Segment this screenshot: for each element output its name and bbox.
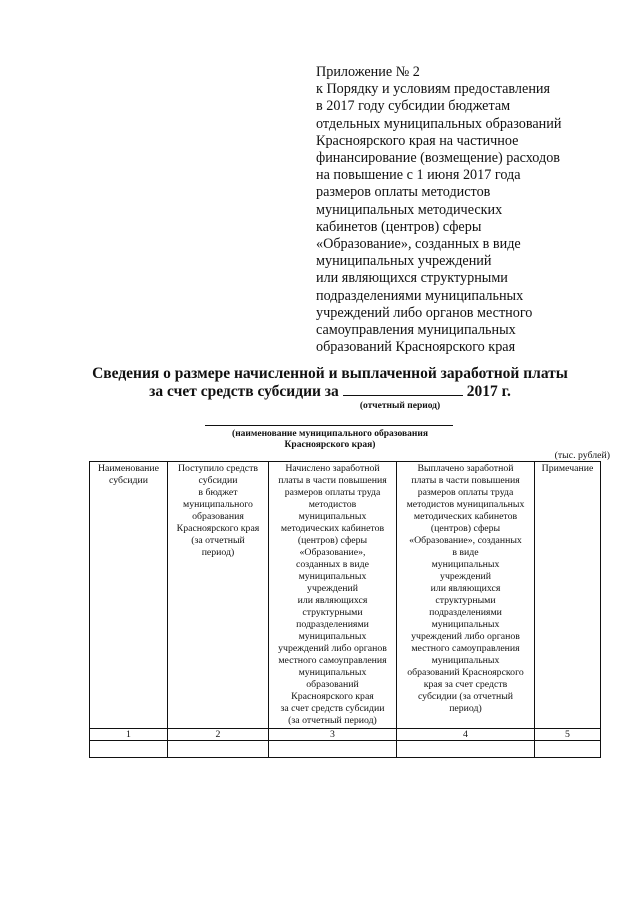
header-text-line: муниципальных xyxy=(298,511,367,522)
appendix-line: или являющихся структурными xyxy=(316,270,508,287)
appendix-line: самоуправления муниципальных xyxy=(316,322,516,339)
header-paid-salary xyxy=(397,462,535,729)
title-line-1: Сведения о размере начисленной и выплаченной заработной платы xyxy=(92,365,568,382)
title-line-2-start: за счет средств субсидии за xyxy=(149,383,339,400)
header-text-line: в бюджет xyxy=(198,487,238,498)
appendix-line: Красноярского края на частичное xyxy=(316,132,519,149)
header-text-line: муниципальных xyxy=(431,559,500,570)
table-row-empty xyxy=(90,741,601,758)
header-text-line: подразделениями xyxy=(429,607,502,618)
table-cell[interactable] xyxy=(90,741,168,758)
header-text-line: платы в части повышения xyxy=(278,475,387,486)
header-text-line: края за счет средств xyxy=(423,679,508,690)
appendix-line: Приложение № 2 xyxy=(316,64,420,80)
header-received-funds xyxy=(168,462,269,729)
header-text-line: (за отчетный xyxy=(191,535,245,546)
header-text-line: структурными xyxy=(302,607,363,618)
table-row-column-numbers xyxy=(90,729,601,741)
appendix-block xyxy=(316,64,616,356)
header-text-line: в виде xyxy=(452,547,479,558)
header-text-line: субсидии (за отчетный xyxy=(417,691,514,702)
header-text-line: субсидии xyxy=(198,475,238,486)
municipality-caption-line-2: Красноярского края) xyxy=(284,440,376,450)
header-text-line: образования xyxy=(192,511,244,522)
appendix-line: отдельных муниципальных образований xyxy=(316,115,562,132)
title-line-2 xyxy=(40,383,620,401)
appendix-line: муниципальных учреждений xyxy=(316,253,492,270)
municipality-name-blank-line xyxy=(205,425,453,426)
header-text-line: субсидии xyxy=(108,475,149,486)
appendix-line: муниципальных методических xyxy=(316,201,503,218)
table-cell[interactable] xyxy=(535,741,601,758)
header-text-line: структурными xyxy=(435,595,496,606)
table-header-row xyxy=(90,462,601,729)
appendix-line: в 2017 году субсидии бюджетам xyxy=(316,98,511,115)
header-text-line: период) xyxy=(449,703,482,714)
header-text-line: муниципальных xyxy=(298,571,367,582)
column-number: 3 xyxy=(269,729,397,741)
table-cell[interactable] xyxy=(397,741,535,758)
header-text-line: методических кабинетов xyxy=(413,511,518,522)
header-text-line: или являющихся xyxy=(430,583,501,594)
column-number: 1 xyxy=(90,729,168,741)
header-text-line: за счет средств субсидии xyxy=(280,703,385,714)
header-text-line: муниципальных xyxy=(298,631,367,642)
header-accrued-salary xyxy=(269,462,397,729)
header-text-line: или являющихся xyxy=(297,595,368,606)
header-text-line: период) xyxy=(201,547,235,558)
header-text-line: размеров оплаты труда xyxy=(417,487,514,498)
header-text-line: размеров оплаты труда xyxy=(284,487,381,498)
header-text-line: Выплачено заработной xyxy=(417,463,514,474)
header-text-line: учреждений xyxy=(440,571,491,582)
header-text-line: муниципального xyxy=(183,499,253,510)
appendix-line: к Порядку и условиям предоставления xyxy=(316,81,551,98)
header-text-line: (центров) сферы xyxy=(297,535,368,546)
header-text-line: платы в части повышения xyxy=(411,475,520,486)
header-subsidy-name xyxy=(90,462,168,729)
header-text-line: методических кабинетов xyxy=(280,523,385,534)
header-text-line: местного самоуправления xyxy=(278,655,387,666)
appendix-line: кабинетов (центров) сферы xyxy=(316,218,482,235)
appendix-line: размеров оплаты методистов xyxy=(316,184,491,201)
header-note xyxy=(535,462,601,729)
header-text-line: (за отчетный период) xyxy=(288,715,377,726)
header-text-line: «Образование», xyxy=(299,547,366,558)
header-text-line: учреждений либо органов xyxy=(411,631,520,642)
municipality-name-caption xyxy=(190,429,470,451)
appendix-line: подразделениями муниципальных xyxy=(316,287,524,304)
header-text-line: Поступило средств xyxy=(177,463,259,474)
header-text-line: «Образование», созданных xyxy=(409,535,522,546)
table-cell[interactable] xyxy=(168,741,269,758)
column-number: 2 xyxy=(168,729,269,741)
header-text-line: учреждений xyxy=(307,583,358,594)
header-text-line: образований xyxy=(306,679,359,690)
header-text-line: Красноярского края xyxy=(291,691,374,702)
header-text-line: учреждений либо органов xyxy=(278,643,387,654)
header-text-line: муниципальных xyxy=(431,655,500,666)
header-text-line: Наименование xyxy=(97,463,160,474)
header-text-line: местного самоуправления xyxy=(411,643,520,654)
municipality-caption-line-1: (наименование муниципального образования xyxy=(232,429,428,439)
header-text-line: подразделениями xyxy=(296,619,369,630)
header-text-line: муниципальных xyxy=(431,619,500,630)
period-caption: (отчетный период) xyxy=(359,401,441,411)
header-text-line: (центров) сферы xyxy=(430,523,501,534)
header-text-line: созданных в виде xyxy=(296,559,369,570)
appendix-line: образований Красноярского края xyxy=(316,339,516,356)
header-text-line: методистов xyxy=(308,499,357,510)
period-blank-field xyxy=(343,383,463,396)
subsidy-table xyxy=(89,461,601,758)
column-number: 5 xyxy=(535,729,601,741)
header-text-line: методистов муниципальных xyxy=(406,499,525,510)
appendix-line: на повышение с 1 июня 2017 года xyxy=(316,167,521,184)
appendix-line: «Образование», созданных в виде xyxy=(316,236,521,253)
header-text-line: Красноярского края xyxy=(176,523,260,534)
header-text-line: Начислено заработной xyxy=(285,463,380,474)
header-text-line: муниципальных xyxy=(298,667,367,678)
column-number: 4 xyxy=(397,729,535,741)
header-text-line: Примечание xyxy=(541,463,594,474)
header-text-line: образований Красноярского xyxy=(407,667,524,678)
units-label: (тыс. рублей) xyxy=(554,450,610,461)
appendix-line: учреждений либо органов местного xyxy=(316,304,533,321)
appendix-line: финансирование (возмещение) расходов xyxy=(316,150,561,167)
title-line-2-end: 2017 г. xyxy=(466,383,511,400)
document-title xyxy=(40,365,620,401)
table-cell[interactable] xyxy=(269,741,397,758)
